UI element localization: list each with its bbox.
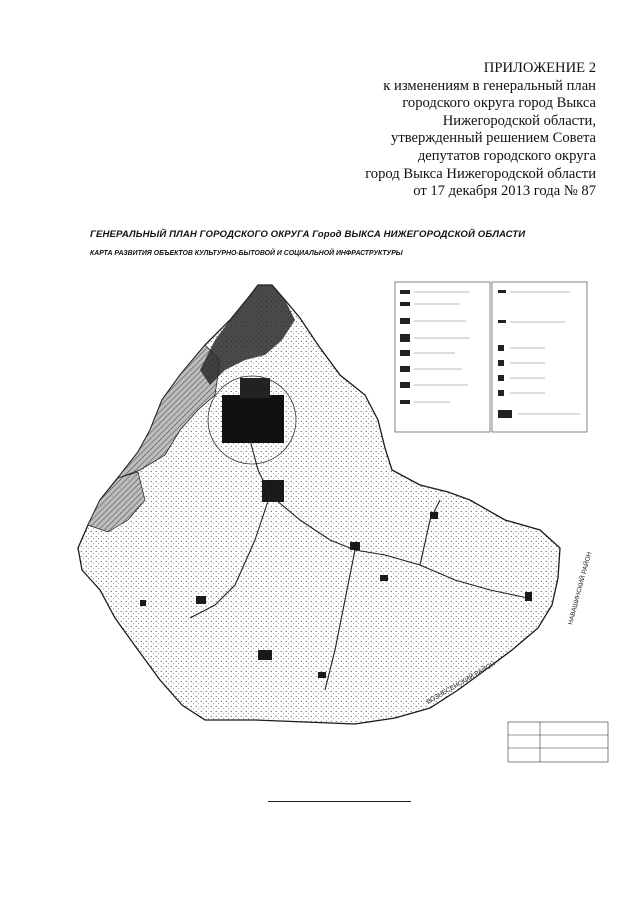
district-map: [0, 255, 640, 795]
city-block: [240, 378, 270, 398]
district-boundary: [78, 285, 560, 724]
city-block: [222, 395, 284, 443]
appendix-line: город Выкса Нижегородской области: [365, 165, 596, 182]
plan-subtitle: КАРТА РАЗВИТИЯ ОБЪЕКТОВ КУЛЬТУРНО-БЫТОВОЙ И СОЦИАЛЬНОЙ ИНФРАСТРУКТУРЫ: [90, 250, 403, 257]
appendix-line: депутатов городского округа: [417, 147, 596, 164]
border-label: НАВАШИНСКИЙ РАЙОН: [567, 551, 594, 626]
appendix-line: Нижегородской области,: [442, 112, 596, 129]
plan-title: ГЕНЕРАЛЬНЫЙ ПЛАН ГОРОДСКОГО ОКРУГА Город ВЫКСА НИЖЕГОРОДСКОЙ ОБЛАСТИ: [90, 229, 526, 240]
appendix-line: городского округа город Выкса: [402, 95, 596, 112]
appendix-line: от 17 декабря 2013 года № 87: [413, 183, 596, 200]
title-block: [508, 722, 608, 762]
border-label: ВОЗНЕСЕНСКИЙ РАЙОН: [425, 660, 497, 706]
appendix-header: [266, 60, 596, 201]
appendix-line: ПРИЛОЖЕНИЕ 2: [483, 60, 596, 76]
appendix-line: к изменениям в генеральный план: [383, 77, 596, 94]
bottom-rule: [268, 801, 411, 802]
city-block: [262, 480, 284, 502]
appendix-line: утвержденный решением Совета: [391, 130, 596, 147]
legend: [395, 282, 587, 432]
